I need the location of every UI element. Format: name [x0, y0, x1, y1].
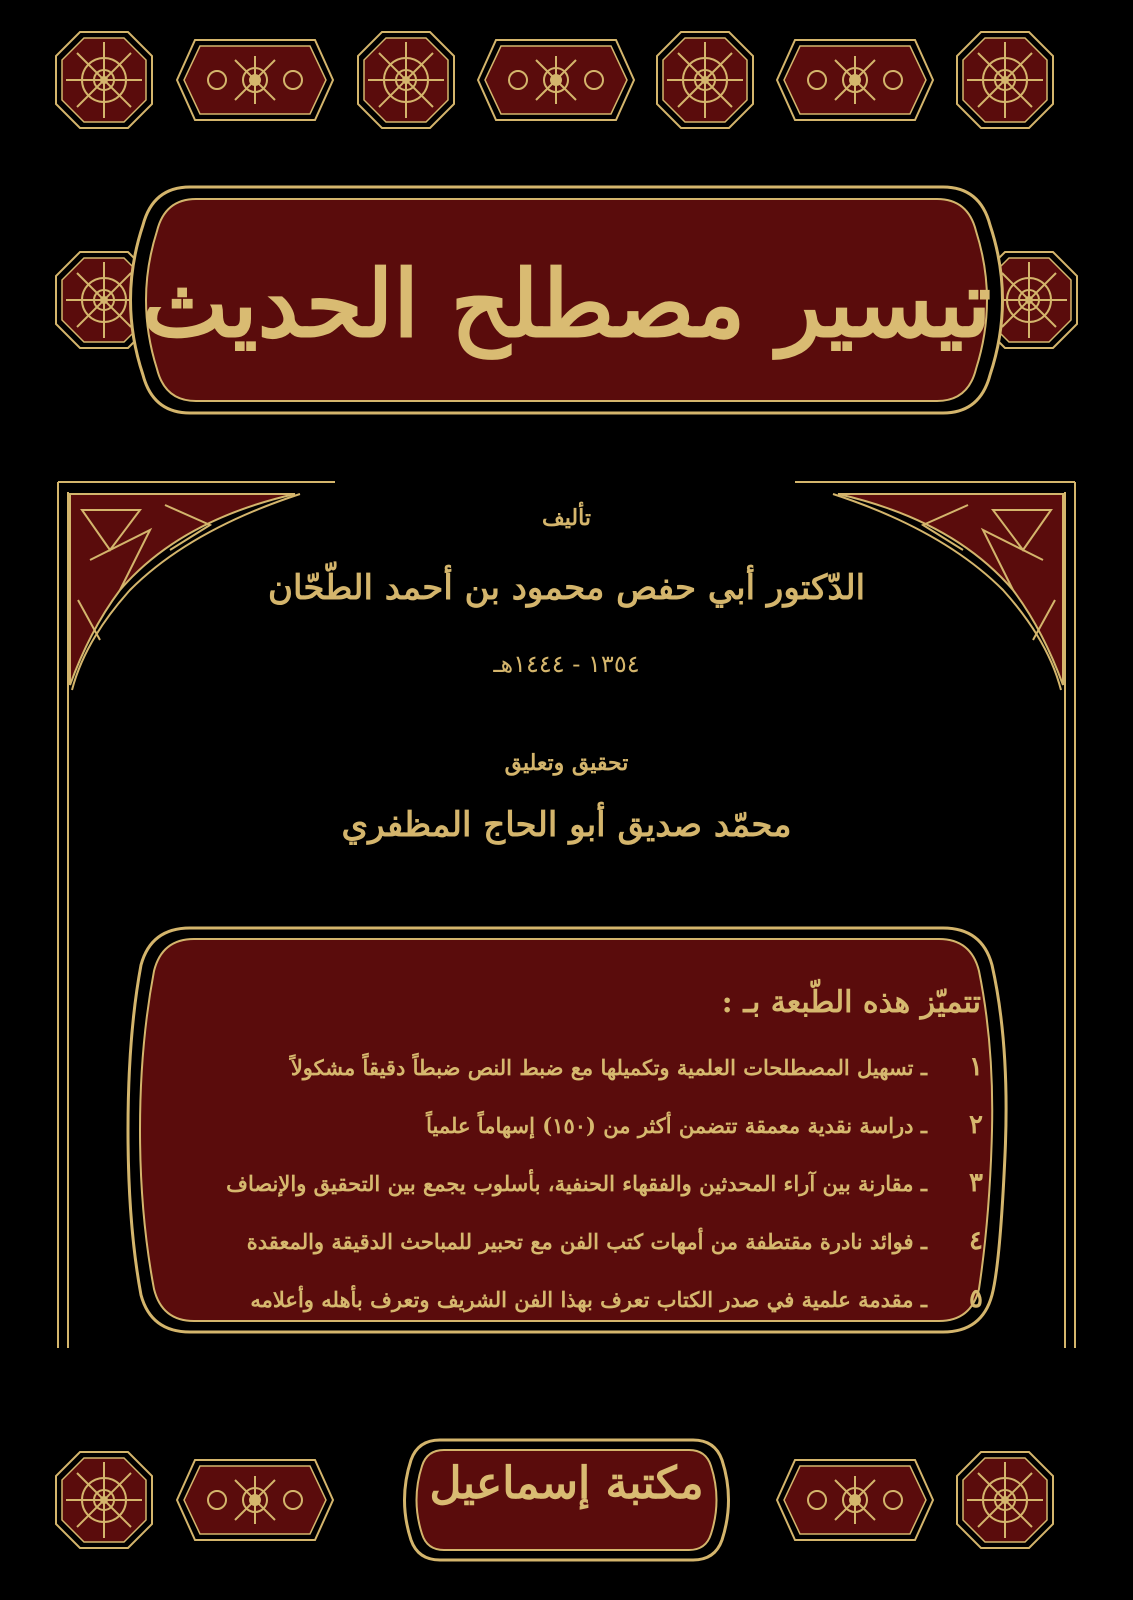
feature-text: ـ مقارنة بين آراء المحدثين والفقهاء الحنفية، بأسلوب يجمع بين التحقيق والإنصاف: [226, 1170, 927, 1196]
author-label: تأليف: [542, 505, 591, 531]
feature-text: ـ فوائد نادرة مقتطفة من أمهات كتب الفن مع تحبير للمباحث الدقيقة والمعقدة: [246, 1228, 927, 1254]
feature-text: ـ دراسة نقدية معمقة تتضمن أكثر من (١٥٠) إسهاماً علمياً: [426, 1112, 927, 1138]
top-ornament-row: [0, 30, 1133, 130]
book-title: تيسير مصطلح الحديث: [141, 250, 992, 358]
author-dates: ١٣٥٤ - ١٤٤٤هـ: [493, 650, 640, 678]
feature-number: ١: [969, 1052, 983, 1082]
feature-item: [140, 1096, 993, 1154]
feature-number: ٢: [969, 1110, 983, 1140]
publisher-name: مكتبة إسماعيل: [429, 1458, 704, 1509]
features-heading: تتميّز هذه الطّبعة بـ :: [721, 985, 981, 1020]
feature-item: [140, 1212, 993, 1270]
feature-item: [140, 1038, 993, 1096]
features-list: [140, 985, 993, 1328]
editor-name: محمّد صديق أبو الحاج المظفري: [341, 805, 792, 845]
feature-item: [140, 1154, 993, 1212]
feature-number: ٤: [969, 1226, 983, 1256]
author-name: الدّكتور أبي حفص محمود بن أحمد الطّحّان: [267, 568, 866, 608]
editor-label: تحقيق وتعليق: [504, 750, 629, 776]
feature-item: [140, 1270, 993, 1328]
feature-text: ـ مقدمة علمية في صدر الكتاب تعرف بهذا الفن الشريف وتعرف بأهله وأعلامه: [250, 1286, 927, 1312]
feature-text: ـ تسهيل المصطلحات العلمية وتكميلها مع ضبط النص ضبطاً دقيقاً مشكولاً: [290, 1054, 927, 1080]
feature-number: ٣: [969, 1168, 983, 1198]
feature-number: ٥: [969, 1284, 983, 1314]
